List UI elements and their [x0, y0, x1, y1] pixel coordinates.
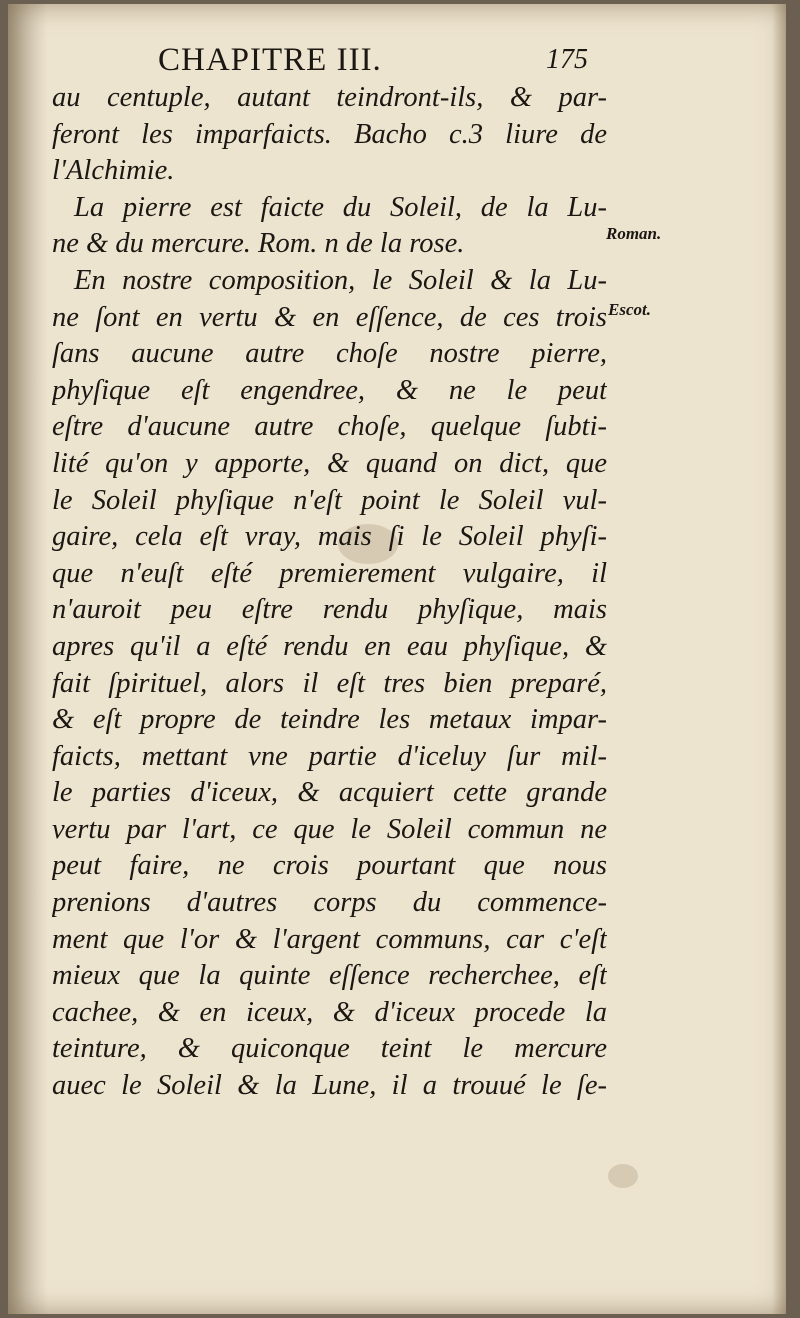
text-line: le parties d'iceux, & acquiert cette grande	[52, 777, 607, 809]
text-line: La pierre est faicte du Soleil, de la Lu-	[74, 191, 607, 223]
text-line: au centuple, autant teindront-ils, & par-	[52, 82, 607, 113]
text-line: vertu par l'art, ce que le Soleil commun ne	[52, 813, 607, 845]
text-line: feront les imparfaicts. Bacho c.3 liure de	[52, 118, 607, 150]
text-line: faicts, mettant vne partie d'iceluy ſur mil-	[52, 740, 607, 772]
text-line: auec le Soleil & la Lune, il a trouué le ſe-	[52, 1070, 607, 1102]
text-line: le Soleil phyſique n'eſt point le Soleil vul-	[52, 484, 607, 516]
page-number: 175	[546, 44, 588, 75]
paper-stain	[608, 1164, 638, 1188]
text-line: mieux que la quinte eſſence recherchee, eſt	[52, 960, 607, 992]
text-line: fait ſpirituel, alors il eſt tres bien preparé,	[52, 667, 607, 699]
margin-note-roman: Roman.	[606, 224, 662, 243]
margin-note-escot: Escot.	[608, 300, 651, 319]
text-line: prenions d'autres corps du commence-	[52, 887, 607, 919]
body-text	[52, 80, 607, 1105]
text-line: eſtre d'aucune autre choſe, quelque ſubti-	[52, 411, 607, 443]
text-line: apres qu'il a eſté rendu en eau phyſique, &	[52, 630, 607, 662]
text-line: lité qu'on y apporte, & quand on dict, que	[52, 447, 607, 479]
text-line: ment que l'or & l'argent communs, car c'eſt	[52, 923, 607, 955]
text-line: gaire, cela eſt vray, mais ſi le Soleil phyſi-	[52, 521, 607, 553]
text-line: peut faire, ne crois pourtant que nous	[52, 850, 607, 882]
text-line: phyſique eſt engendree, & ne le peut	[52, 374, 607, 406]
text-line: ne & du mercure. Rom. n de la rose.	[52, 228, 465, 260]
text-line: cachee, & en iceux, & d'iceux procede la	[52, 996, 607, 1028]
text-line: teinture, & quiconque teint le mercure	[52, 1033, 607, 1065]
text-line: que n'euſt eſté premierement vulgaire, il	[52, 557, 607, 589]
chapter-title: CHAPITRE III.	[158, 42, 382, 78]
text-line: ſans aucune autre choſe nostre pierre,	[52, 338, 607, 370]
text-line: & eſt propre de teindre les metaux impar-	[52, 704, 607, 736]
text-line: n'auroit peu eſtre rendu phyſique, mais	[52, 594, 607, 626]
text-line: l'Alchimie.	[52, 155, 175, 187]
text-line: En nostre composition, le Soleil & la Lu-	[74, 264, 607, 296]
book-page	[8, 4, 786, 1314]
text-line: ne ſont en vertu & en eſſence, de ces trois	[52, 301, 607, 333]
